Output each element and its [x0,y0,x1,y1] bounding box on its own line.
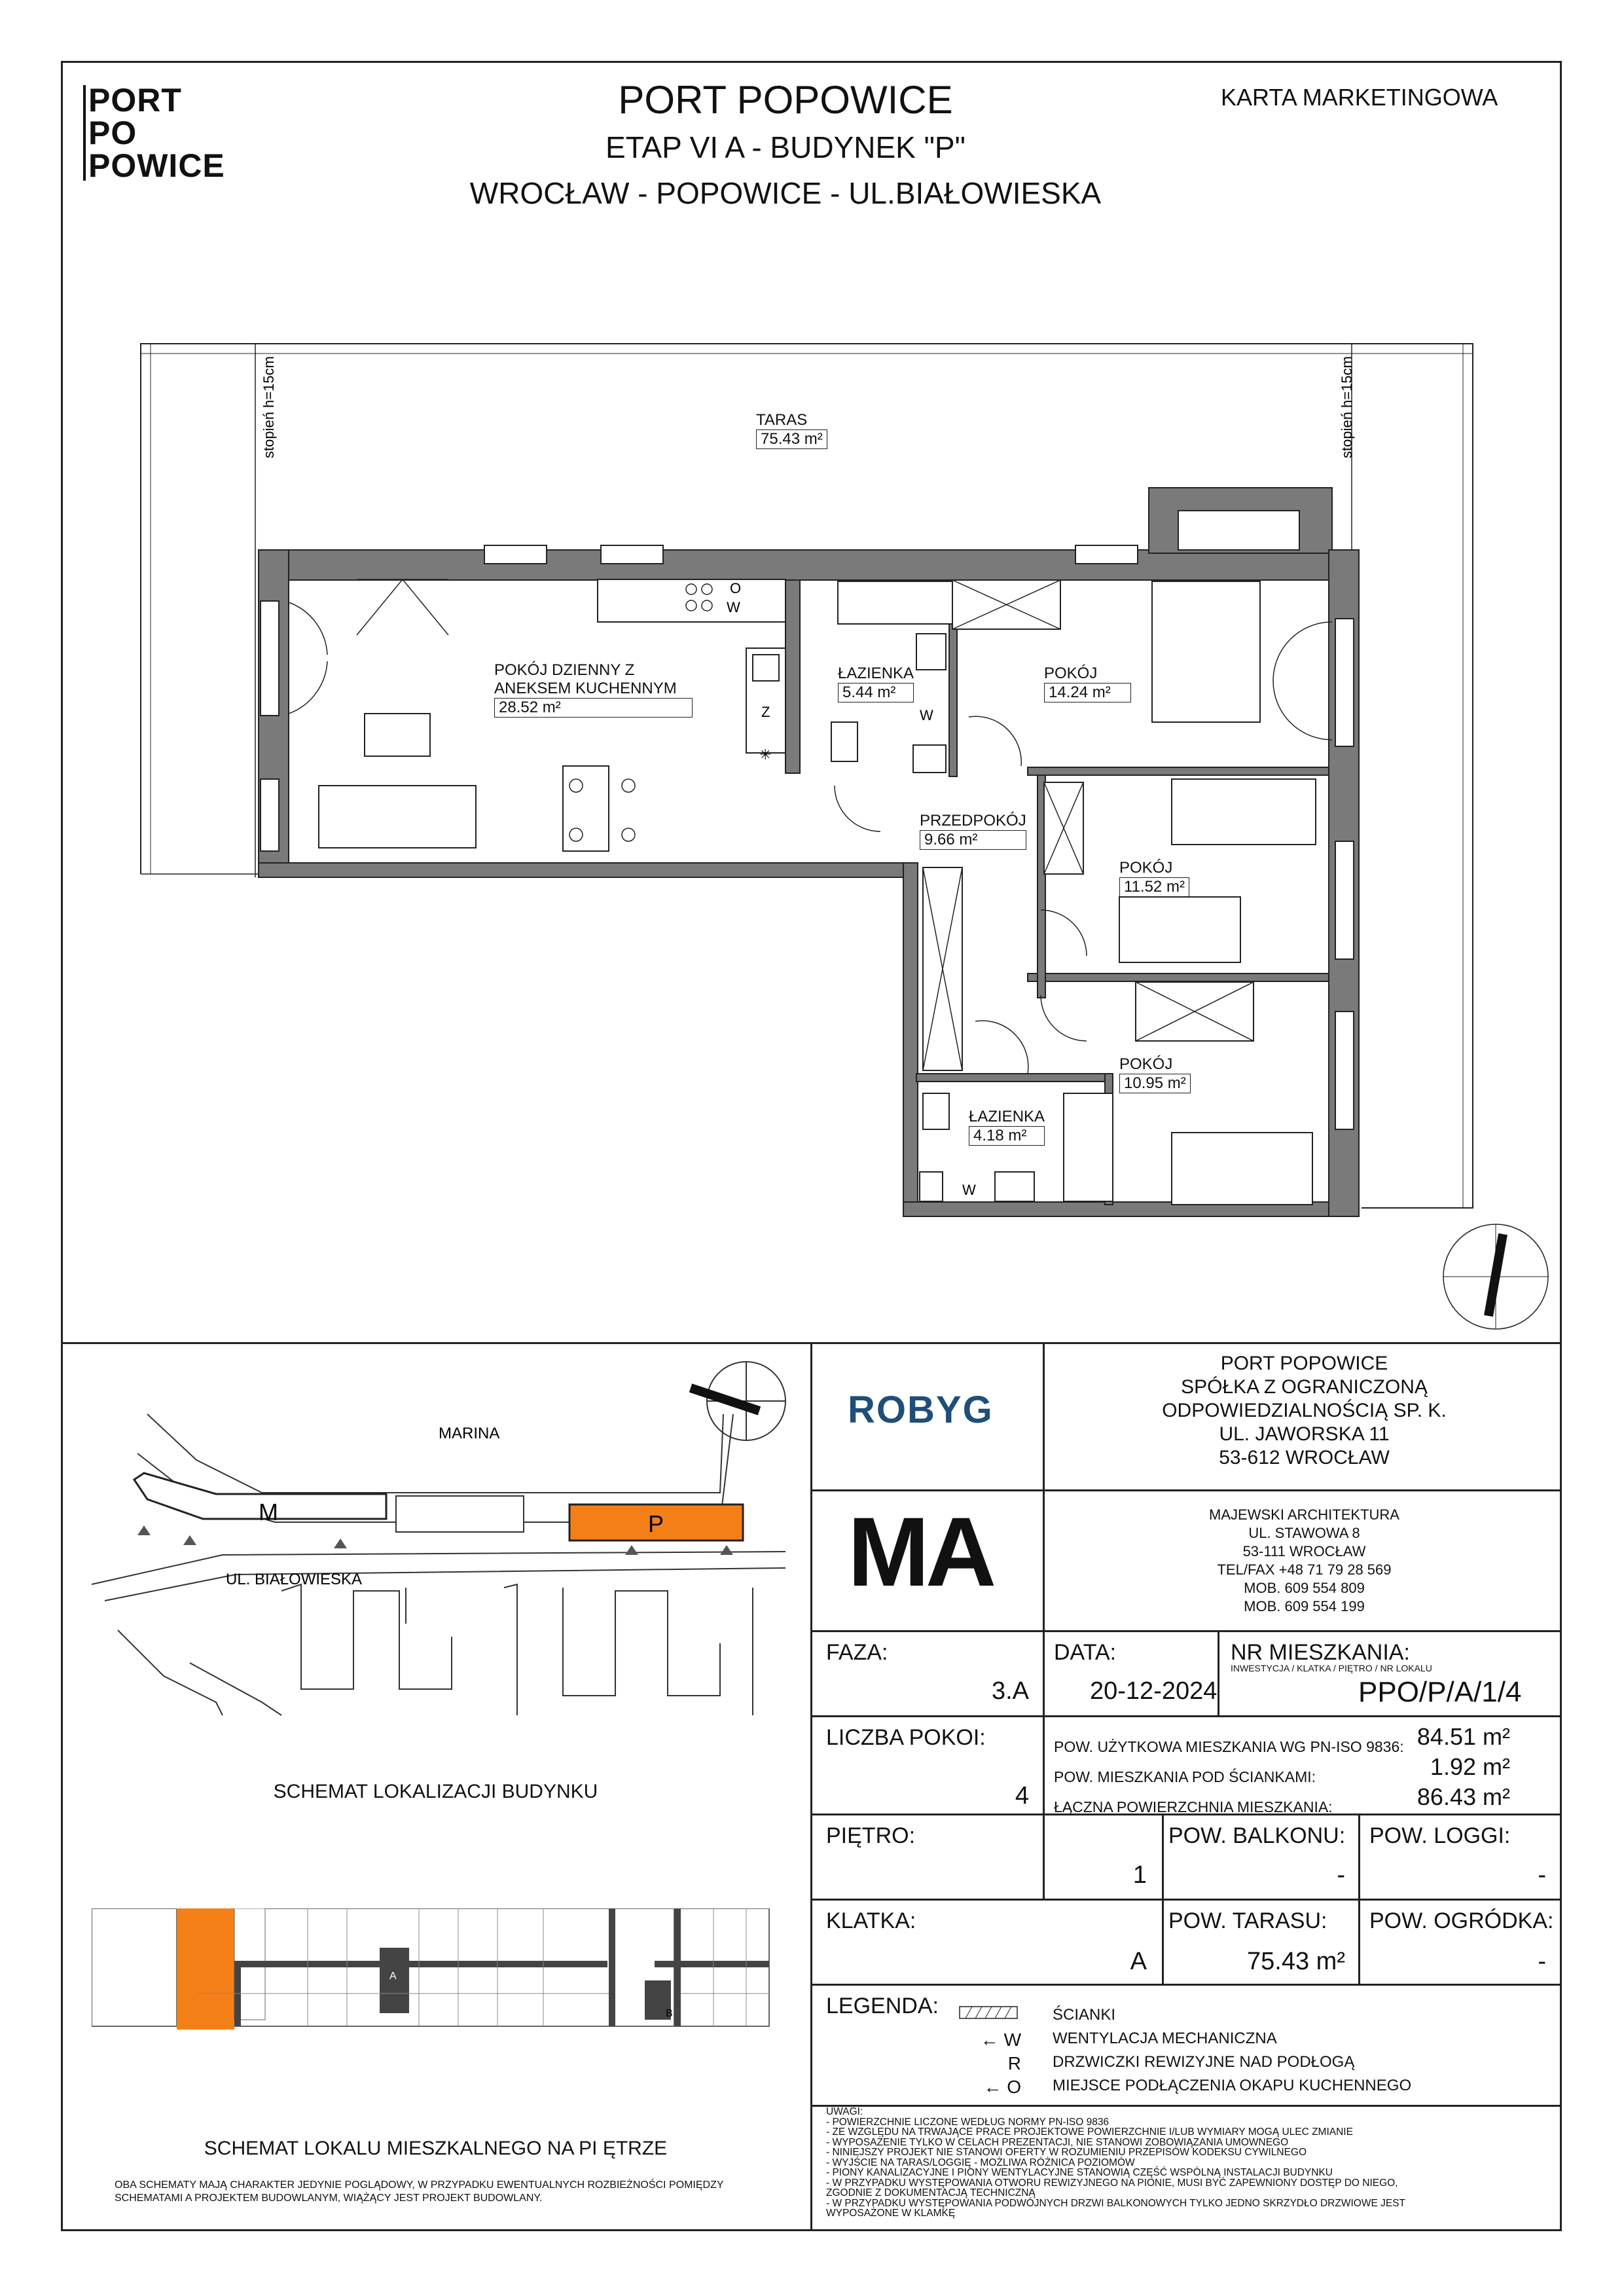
klatka-value: A [1130,1948,1147,1975]
svg-text:Z: Z [761,704,770,720]
svg-text:stopień h=15cm: stopień h=15cm [261,356,277,458]
notes: UWAGI: - POWIERZCHNIE LICZONE WEDŁUG NORMY PN-ISO 9836 - ZE WZGLĘDU NA TRWAJĄCE PRACE PROJEKTOWE POWIERZCHNIE I/LUB WYMIARY MOGĄ ULEC ZMIANIE - WYPOSAŻENIE TYLKO W CELACH PREZENTACJI, NIE STANOWI ZOBOWIĄZANIA UMOWNEGO - NINIEJSZY PROJEKT NIE STANOWI OFERTY W ROZUMIENIU PRZEPISÓW KODEKSU CYWILNEGO - WYJŚCIE NA TARAS/LOGGIĘ - MOŻLIWA RÓŻNICA POZIOMÓW - PIONY KANALIZACYJNE I PIONY WENTYLACYJNE STANOWIĄ CZĘŚĆ WSPÓLNĄ INSTALACJI BUDYNKU - W PRZYPADKU WYSTĘPOWANIA OTWORU REWIZYJNEGO NA PIONIE, MUSI BYĆ ZAPEWNIONY DOSTĘP DO NIEGO, ZGODNIE Z DOKUMENTACJĄ TECHNICZNĄ - W PRZYPADKU WYSTĘPOWANIA PODWÓJNYCH DRZWI BALKONOWYCH TYLKO JEDNO SKRZYDŁO DRZWIOWE JEST WYPOSAŻONE W KLAMKĘ [826,2106,1405,2219]
loggia-value: - [1538,1861,1546,1889]
faza-label: FAZA: [826,1640,888,1665]
hatch-swatch [959,2003,1018,2023]
loggia-label: POW. LOGGI: [1369,1823,1511,1848]
room-label-room3: POKÓJ 10.95 m² [1119,1055,1191,1093]
pietro-value: 1 [1132,1861,1147,1889]
architect-info: MAJEWSKI ARCHITEKTURA UL. STAWOWA 8 53-111 WROCŁAW TEL/FAX +48 71 79 28 569 MOB. 609 554 809 MOB. 609 554 199 [1209,1506,1399,1614]
disclaimer: OBA SCHEMATY MAJĄ CHARAKTER JEDYNIE POGLĄDOWY, W PRZYPADKU EWENTUALNYCH ROZBIEŻNOŚCI POMIĘDZY SCHEMATAMI A PROJEKTEM BUDOWLANYM, WIĄŻĄCY JEST PROJEKT BUDOWLANY. [115,2179,724,2204]
area-values: 84.51 1.92 86.43 [1416,1723,1476,1810]
card-type: KARTA MARKETINGOWA [1221,84,1498,111]
svg-text:stopień h=15cm: stopień h=15cm [1339,356,1355,458]
port-popowice-logo: PORT PO POWICE [88,84,225,182]
pokoi-value: 4 [1015,1782,1029,1810]
area-labels: POW. UŻYTKOWA MIESZKANIA WG PN-ISO 9836: POW. MIESZKANIA POD ŚCIANKAMI: ŁĄCZNA POWIERZCHNIA MIESZKANIA: [1054,1738,1404,1815]
svg-text:✳: ✳ [759,746,772,763]
data-label: DATA: [1054,1640,1117,1665]
room-label-bath1: ŁAZIENKA 5.44 m² [838,665,914,701]
page-subtitle: ETAP VI A - BUDYNEK "P" [605,130,965,164]
location-caption: SCHEMAT LOKALIZACJI BUDYNKU [273,1781,598,1802]
svg-text:O: O [730,580,742,596]
robyg-logo: ROBYG [848,1389,994,1431]
nr-label: NR MIESZKANIA: [1231,1640,1410,1665]
floor-caption: SCHEMAT LOKALU MIESZKALNEGO NA PI ĘTRZE [204,2138,668,2159]
taras-label: POW. TARASU: [1168,1908,1327,1933]
legend-title: LEGENDA: [826,1994,939,2018]
legend-symbols: ← W R ← O [980,2030,1021,2097]
svg-text:B: B [666,2008,673,2019]
room-label-bath2: ŁAZIENKA 4.18 m² [969,1108,1045,1144]
developer-info: PORT POPOWICE SPÓŁKA Z OGRANICZONĄ ODPOWIEDZIALNOŚCIĄ SP. K. UL. JAWORSKA 11 53-612 WROCŁAW [1162,1353,1447,1468]
pokoi-label: LICZBA POKOI: [826,1725,986,1750]
nr-sub: INWESTYCJA / KLATKA / PIĘTRO / NR LOKALU [1231,1663,1432,1673]
page-title: PORT POPOWICE [618,78,953,122]
floor-schematic [92,1908,772,2036]
room-label-room1: POKÓJ 14.24 m² [1044,665,1131,702]
balkon-label: POW. BALKONU: [1168,1823,1346,1848]
klatka-label: KLATKA: [826,1908,916,1933]
legend-items: ŚCIANKI WENTYLACJA MECHANICZNA DRZWICZKI REWIZYJNE NAD PODŁOGĄ MIEJSCE PODŁĄCZENIA OKAPU KUCHENNEGO [1053,2006,1412,2094]
address-line: WROCŁAW - POPOWICE - UL.BIAŁOWIESKA [469,176,1102,210]
data-value: 20-12-2024 [1090,1677,1218,1705]
ogrodek-value: - [1538,1948,1546,1975]
nr-value: PPO/P/A/1/4 [1358,1676,1522,1708]
ma-logo: MA [848,1497,993,1607]
faza-value: 3.A [991,1677,1029,1705]
location-schematic [65,1349,805,2003]
svg-text:P: P [648,1510,664,1537]
svg-text:W: W [727,599,740,615]
svg-text:W: W [962,1182,976,1198]
room-label-room2: POKÓJ 11.52 m² [1119,859,1189,897]
svg-text:MARINA: MARINA [439,1425,500,1442]
balkon-value: - [1337,1861,1345,1889]
svg-text:UL. BIAŁOWIESKA: UL. BIAŁOWIESKA [226,1571,363,1588]
svg-text:W: W [920,707,933,723]
column-divider [810,1342,812,2231]
room-label-living: POKÓJ DZIENNY Z ANEKSEM KUCHENNYM 28.52 m² [494,661,693,718]
room-label-hall: PRZEDPOKÓJ 9.66 m² [920,812,1026,848]
svg-text:A: A [389,1971,397,1982]
ogrodek-label: POW. OGRÓDKA: [1369,1908,1554,1933]
room-label-taras: TARAS 75.43 m² [756,411,827,449]
svg-text:M: M [259,1499,278,1525]
taras-value: 75.43 m² [1247,1948,1345,1975]
pietro-label: PIĘTRO: [826,1823,916,1848]
area-units: m² m² m² [1483,1723,1510,1810]
